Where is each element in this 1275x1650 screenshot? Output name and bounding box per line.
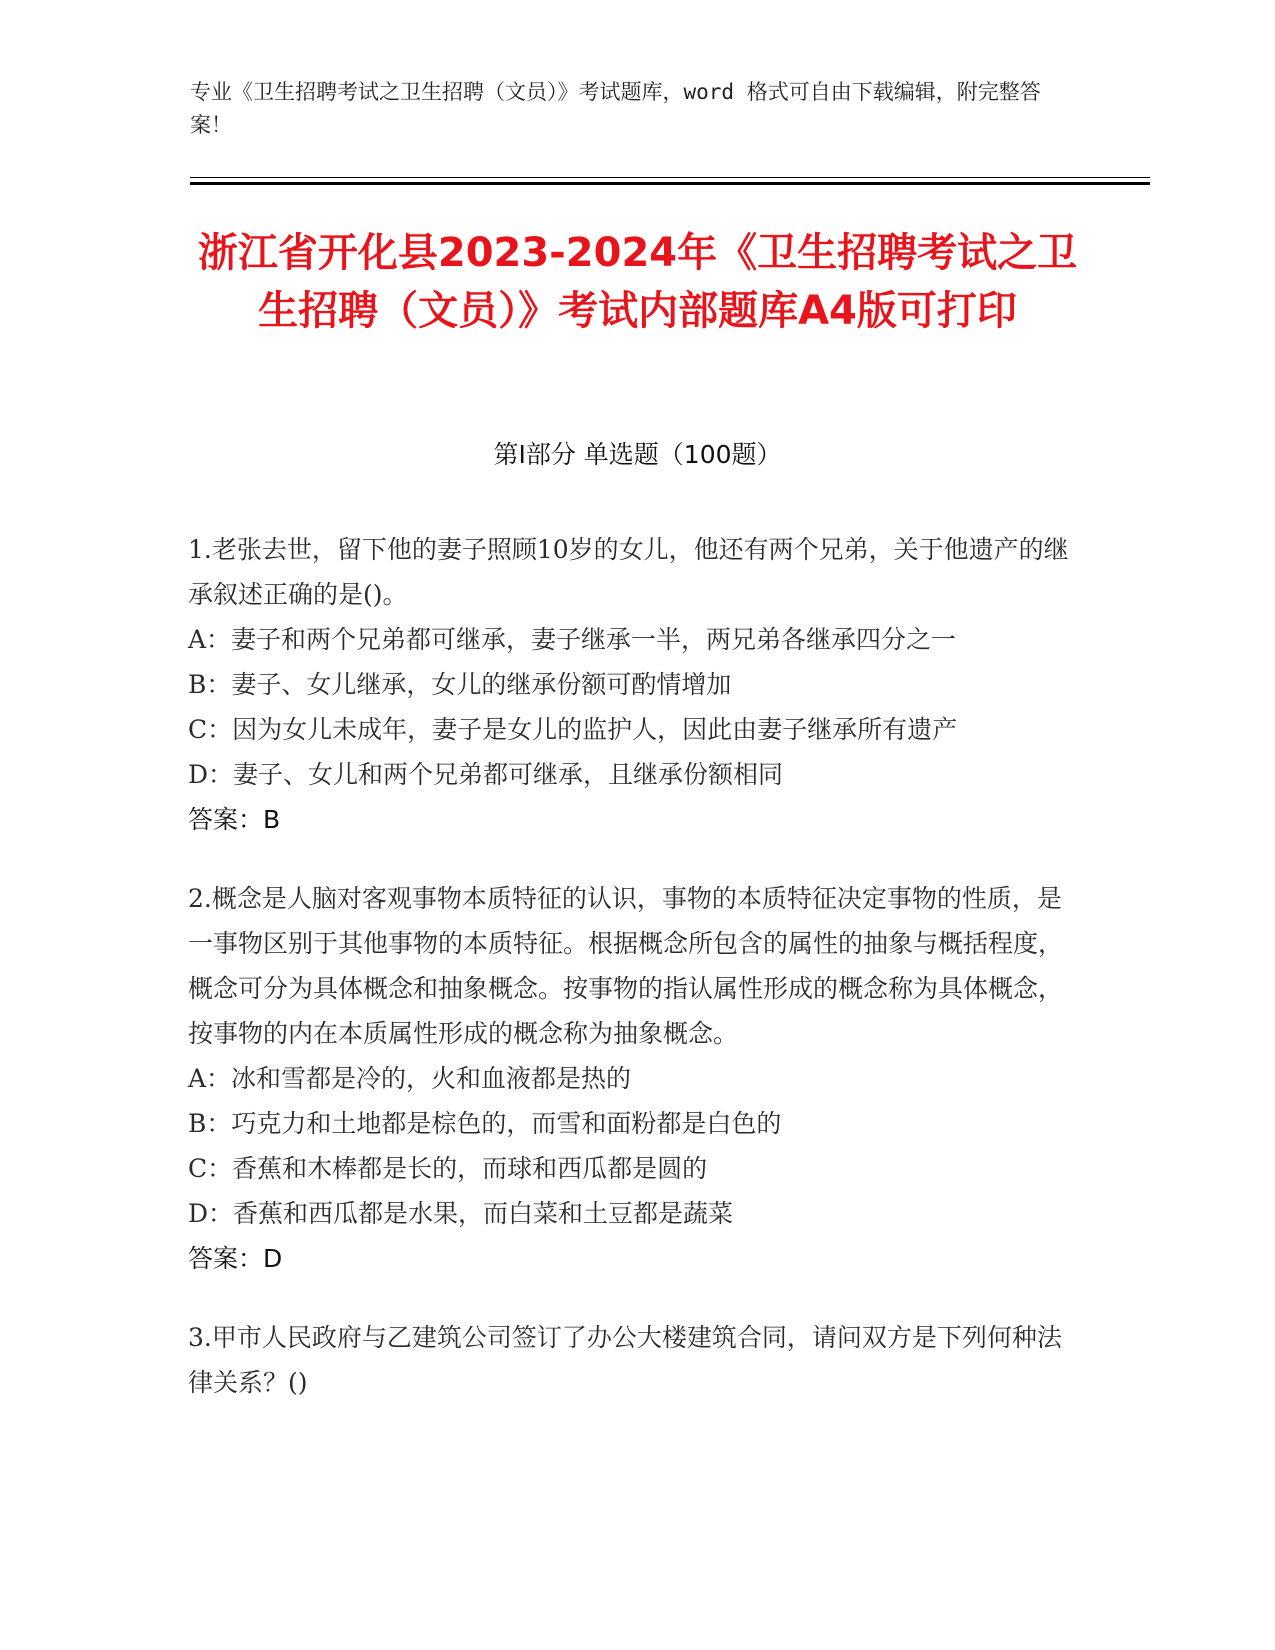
question-3 bbox=[188, 1315, 1078, 1405]
answer: 答案：B bbox=[188, 805, 281, 834]
question-list bbox=[188, 527, 1078, 1439]
option-c: C：因为女儿未成年，妻子是女儿的监护人，因此由妻子继承所有遗产 bbox=[188, 715, 958, 744]
option-b: B：妻子、女儿继承，女儿的继承份额可酌情增加 bbox=[188, 670, 732, 699]
document-title: 浙江省开化县2023-2024年《卫生招聘考试之卫生招聘（文员）》考试内部题库A4版可打印 bbox=[197, 230, 1078, 334]
option-a: A：妻子和两个兄弟都可继承，妻子继承一半，两兄弟各继承四分之一 bbox=[188, 625, 957, 654]
option-a: A：冰和雪都是冷的，火和血液都是热的 bbox=[188, 1064, 632, 1093]
question-2 bbox=[188, 876, 1078, 1281]
header-divider-thin bbox=[190, 177, 1150, 178]
header-divider-thick bbox=[190, 182, 1150, 185]
section-heading: 第Ⅰ部分 单选题（100题） bbox=[493, 440, 782, 469]
option-d: D：香蕉和西瓜都是水果，而白菜和土豆都是蔬菜 bbox=[188, 1199, 734, 1228]
option-b: B：巧克力和土地都是棕色的，而雪和面粉都是白色的 bbox=[188, 1109, 782, 1138]
question-stem: 2.概念是人脑对客观事物本质特征的认识，事物的本质特征决定事物的性质，是一事物区别于其他事物的本质特征。根据概念所包含的属性的抽象与概括程度，概念可分为具体概念和抽象概念。按事物的指认属性形成的概念称为具体概念，按事物的内在本质属性形成的概念称为抽象概念。 bbox=[188, 884, 1064, 1048]
question-1 bbox=[188, 527, 1078, 842]
header-note: 专业《卫生招聘考试之卫生招聘（文员）》考试题库，word 格式可自由下载编辑，附完整答案！ bbox=[190, 80, 1041, 137]
question-stem: 3.甲市人民政府与乙建筑公司签订了办公大楼建筑合同，请问双方是下列何种法律关系？() bbox=[188, 1323, 1062, 1397]
option-c: C：香蕉和木棒都是长的，而球和西瓜都是圆的 bbox=[188, 1154, 708, 1183]
option-d: D：妻子、女儿和两个兄弟都可继承，且继承份额相同 bbox=[188, 760, 784, 789]
answer: 答案：D bbox=[188, 1244, 283, 1273]
question-stem: 1.老张去世，留下他的妻子照顾10岁的女儿，他还有两个兄弟，关于他遗产的继承叙述正确的是()。 bbox=[188, 535, 1069, 609]
